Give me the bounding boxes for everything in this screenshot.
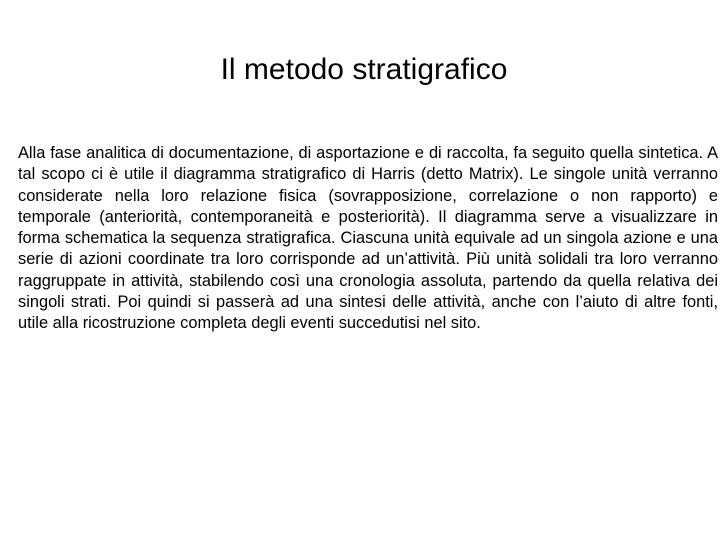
slide-title: Il metodo stratigrafico	[220, 53, 508, 86]
slide-body-text: Alla fase analitica di documentazione, di asportazione e di raccolta, fa seguito quella sintetica. A tal scopo ci è utile il diagramma stratigrafico di Harris (detto Matrix). Le singole unità verranno considerate nella loro relazione fisica (sovrapposizione, correlazione o non rapporto) e temporale (anteriorità, contemporaneità e posteriorità). Il diagramma serve a visualizzare in forma schematica la sequenza stratigrafica. Ciascuna unità equivale ad un singola azione e una serie di azioni coordinate tra loro corrisponde ad un’attività. Più unità solidali tra loro verranno raggruppate in attività, stabilendo così una cronologia assoluta, partendo da quella relativa dei singoli strati. Poi quindi si passerà ad una sintesi delle attività, anche con l’aiuto di altre fonti, utile alla ricostruzione completa degli eventi succedutisi nel sito.	[18, 144, 718, 333]
